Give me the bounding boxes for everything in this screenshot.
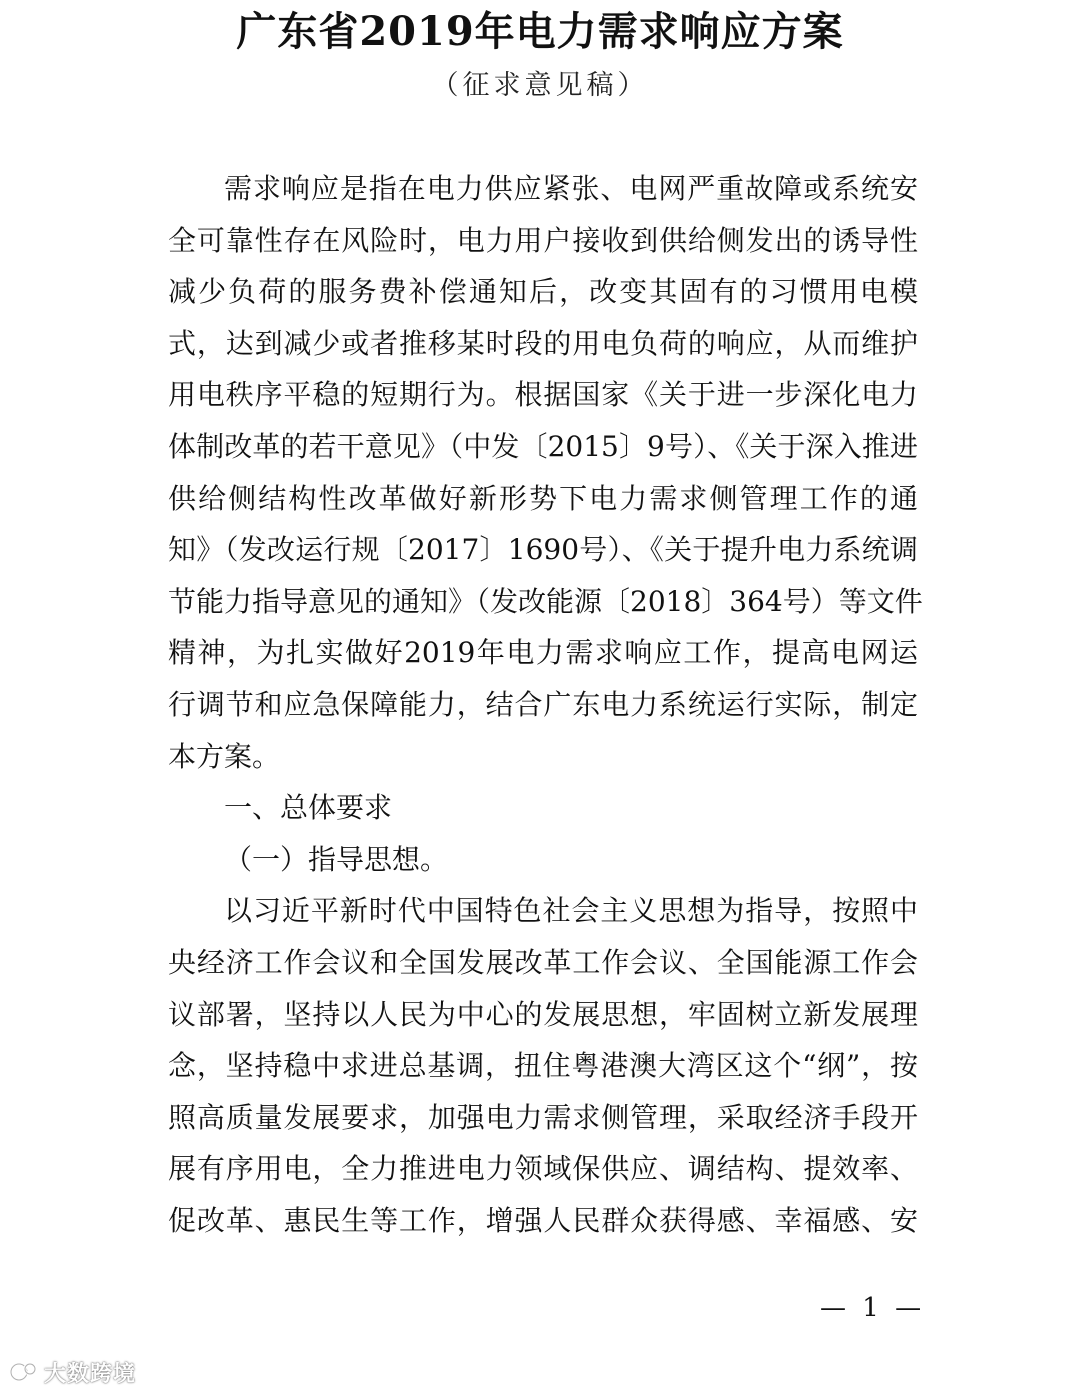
paragraph-line: 供给侧结构性改革做好新形势下电力需求侧管理工作的通 — [168, 481, 918, 515]
paragraph-line: 节能力指导意见的通知》（发改能源〔2018〕364号）等文件 — [168, 584, 923, 618]
paragraph-line: 式，达到减少或者推移某时段的用电负荷的响应，从而维护 — [168, 326, 918, 360]
paragraph-line: 精神，为扎实做好2019年电力需求响应工作，提高电网运 — [168, 636, 918, 670]
paragraph-line: 议部署，坚持以人民为中心的发展思想，牢固树立新发展理 — [168, 997, 918, 1031]
paragraph-line: 用电秩序平稳的短期行为。根据国家《关于进一步深化电力 — [168, 378, 918, 412]
paragraph-line: 体制改革的若干意见》（中发〔2015〕9号）、《关于深入推进 — [168, 429, 918, 463]
paragraph-line: 央经济工作会议和全国发展改革工作会议、全国能源工作会 — [168, 945, 918, 979]
paragraph-line: 需求响应是指在电力供应紧张、电网严重故障或系统安 — [224, 172, 918, 205]
page-number: — 1 — — [820, 1293, 926, 1323]
paragraph-line: 行调节和应急保障能力，结合广东电力系统运行实际，制定 — [168, 687, 918, 721]
page-subtitle: （征求意见稿） — [431, 70, 649, 101]
paragraph-line: 全可靠性存在风险时，电力用户接收到供给侧发出的诱导性 — [168, 223, 918, 257]
paragraph-line: 照高质量发展要求，加强电力需求侧管理，采取经济手段开 — [168, 1100, 918, 1134]
paragraph-line: 促改革、惠民生等工作，增强人民群众获得感、幸福感、安 — [168, 1203, 918, 1237]
section-subheading: （一）指导思想。 — [224, 842, 449, 876]
paragraph-line: 念，坚持稳中求进总基调，扭住粤港澳大湾区这个“纲”，按 — [168, 1049, 918, 1083]
page-title: 广东省2019年电力需求响应方案 — [236, 8, 844, 55]
watermark — [8, 1352, 136, 1392]
paragraph-line: 本方案。 — [168, 739, 281, 773]
paragraph-line: 展有序用电，全力推进电力领域保供应、调结构、提效率、 — [168, 1152, 918, 1186]
brand-logo-icon — [8, 1357, 38, 1387]
section-heading: 一、总体要求 — [224, 791, 393, 825]
watermark-text: 大数跨境 — [44, 1361, 137, 1387]
paragraph-line: 减少负荷的服务费补偿通知后，改变其固有的习惯用电模 — [168, 275, 918, 309]
paragraph-line: 以习近平新时代中国特色社会主义思想为指导，按照中 — [224, 894, 918, 928]
paragraph-line: 知》（发改运行规〔2017〕1690号）、《关于提升电力系统调 — [168, 533, 918, 567]
document-body — [168, 163, 923, 1246]
